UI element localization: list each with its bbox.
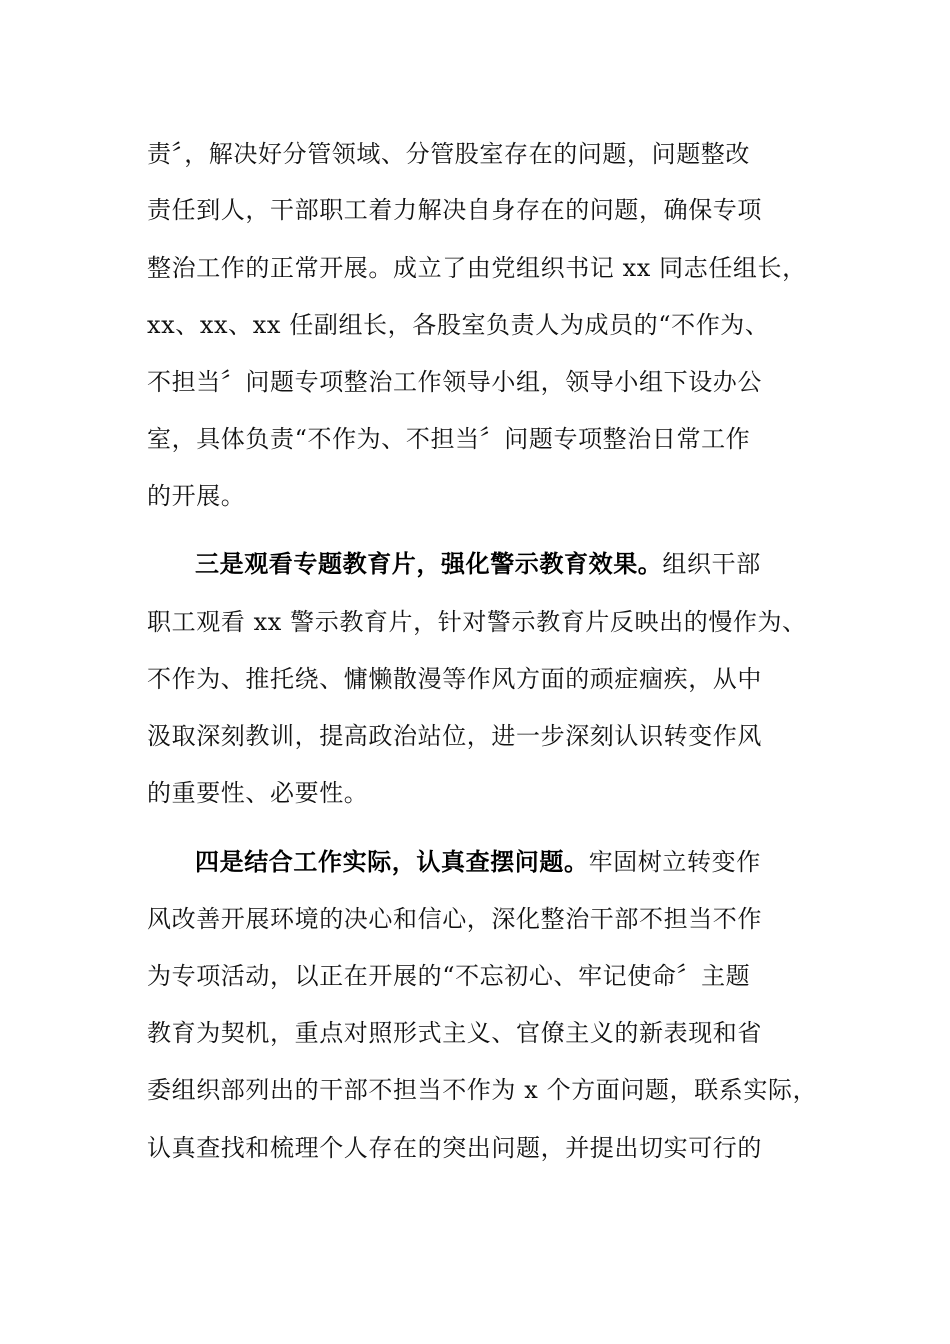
paragraph-2-first-line-text: 组织干部 xyxy=(662,550,761,578)
paragraph-1-line-6: 室，具体负责“不作为、不担当〞问题专项整治日常工作 xyxy=(147,425,751,453)
paragraph-2-line-3: 不作为、推托绕、慵懒散漫等作风方面的顽症痼疾，从中 xyxy=(147,665,762,693)
paragraph-3-line-6: 认真查找和梳理个人存在的突出问题，并提出切实可行的 xyxy=(147,1134,762,1162)
paragraph-3-heading: 四是结合工作实际，认真查摆问题。 xyxy=(195,847,589,876)
paragraph-3-line-5: 委组织部列出的干部不担当不作为 x 个方面问题，联系实际， xyxy=(147,1076,818,1104)
paragraph-2-first-line xyxy=(195,544,761,584)
paragraph-2-heading: 三是观看专题教育片，强化警示教育效果。 xyxy=(195,549,663,578)
paragraph-1-line-1: 责〞，解决好分管领域、分管股室存在的问题，问题整改 xyxy=(147,140,750,168)
paragraph-2-line-2: 职工观看 xx 警示教育片，针对警示教育片反映出的慢作为、 xyxy=(147,608,807,636)
paragraph-1-line-5: 不担当〞问题专项整治工作领导小组，领导小组下设办公 xyxy=(147,368,762,396)
paragraph-3-line-4: 教育为契机，重点对照形式主义、官僚主义的新表现和省 xyxy=(147,1019,762,1047)
paragraph-2-line-5: 的重要性、必要性。 xyxy=(147,779,369,807)
paragraph-3-first-line-text: 牢固树立转变作 xyxy=(588,848,761,876)
paragraph-2-line-4: 汲取深刻教训，提高政治站位，进一步深刻认识转变作风 xyxy=(147,722,762,750)
paragraph-3-first-line xyxy=(195,842,761,882)
paragraph-1-line-7: 的开展。 xyxy=(147,482,246,510)
paragraph-1-line-2: 责任到人，干部职工着力解决自身存在的问题，确保专项 xyxy=(147,196,762,224)
paragraph-1-line-4: xx、xx、xx 任副组长，各股室负责人为成员的“不作为、 xyxy=(147,311,770,339)
paragraph-3-line-2: 风改善开展环境的决心和信心，深化整治干部不担当不作 xyxy=(147,905,762,933)
paragraph-1-line-3: 整治工作的正常开展。成立了由党组织书记 xx 同志任组长， xyxy=(147,254,807,282)
paragraph-3-line-3: 为专项活动，以正在开展的“不忘初心、牢记使命〞主题 xyxy=(147,962,751,990)
